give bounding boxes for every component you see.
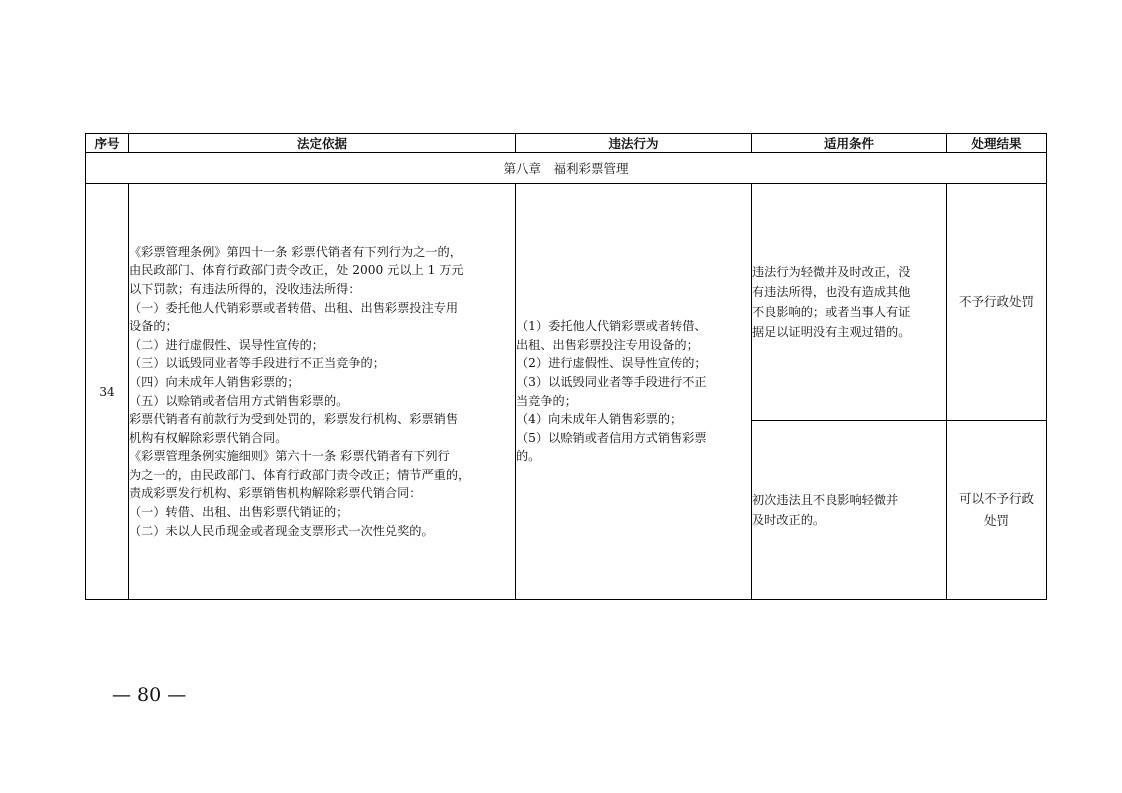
violation-cell <box>516 184 752 600</box>
table-row <box>86 184 1047 421</box>
violation-line: 出租、出售彩票投注专用设备的； <box>516 337 699 352</box>
condition-line: 违法行为轻微并及时改正，没 <box>752 265 911 279</box>
result-cell-2 <box>947 421 1047 600</box>
header-violation: 违法行为 <box>516 134 752 153</box>
chapter-title: 第八章 福利彩票管理 <box>86 153 1047 184</box>
header-condition: 适用条件 <box>752 134 947 153</box>
basis-line: 责成彩票发行机构、彩票销售机构解除彩票代销合同： <box>129 486 422 501</box>
violation-line: （1）委托他人代销彩票或者转借、 <box>516 319 707 334</box>
result-line: 可以不予行政 <box>958 491 1034 506</box>
condition-cell-2 <box>752 421 947 600</box>
basis-line: 《彩票管理条例》第四十一条 彩票代销者有下列行为之一的， <box>129 244 462 259</box>
row-number: 34 <box>86 184 129 600</box>
penalty-table <box>85 133 1047 600</box>
basis-line: 彩票代销者有前款行为受到处罚的，彩票发行机构、彩票销售 <box>129 412 459 427</box>
legal-basis-cell <box>129 184 516 600</box>
basis-line: （二）进行虚假性、误导性宣传的； <box>129 337 324 352</box>
violation-line: 的。 <box>516 449 541 464</box>
chapter-row <box>86 153 1047 184</box>
violation-line: 当竞争的； <box>516 393 577 408</box>
header-result: 处理结果 <box>947 134 1047 153</box>
page-number: — 80 — <box>112 684 187 706</box>
violation-line: （3）以诋毁同业者等手段进行不正 <box>516 374 707 389</box>
violation-line: （4）向未成年人销售彩票的； <box>516 412 683 427</box>
violation-line: （5）以赊销或者信用方式销售彩票 <box>516 430 707 445</box>
basis-line: （二）未以人民币现金或者现金支票形式一次性兑奖的。 <box>129 523 434 538</box>
basis-line: （一）委托他人代销彩票或者转借、出租、出售彩票投注专用 <box>129 300 459 315</box>
condition-line: 有违法所得，也没有造成其他 <box>752 285 911 299</box>
result-cell-1: 不予行政处罚 <box>947 184 1047 421</box>
basis-line: 为之一的，由民政部门、体育行政部门责令改正；情节严重的， <box>129 467 471 482</box>
basis-line: 以下罚款；有违法所得的，没收违法所得： <box>129 281 361 296</box>
header-serial: 序号 <box>86 134 129 153</box>
basis-line: 设备的； <box>129 319 178 334</box>
condition-line: 据足以证明没有主观过错的。 <box>752 325 911 339</box>
basis-line: 《彩票管理条例实施细则》第六十一条 彩票代销者有下列行 <box>129 449 450 464</box>
condition-line: 不良影响的；或者当事人有证 <box>752 305 911 319</box>
basis-line: （一）转借、出租、出售彩票代销证的； <box>129 505 349 520</box>
condition-cell-1 <box>752 184 947 421</box>
basis-line: 机构有权解除彩票代销合同。 <box>129 430 288 445</box>
condition-line: 初次违法且不良影响轻微并 <box>752 493 899 507</box>
result-line: 处罚 <box>983 513 1009 528</box>
basis-line: （三）以诋毁同业者等手段进行不正当竞争的； <box>129 356 385 371</box>
header-row <box>86 134 1047 153</box>
basis-line: （四）向未成年人销售彩票的； <box>129 374 300 389</box>
basis-line: 由民政部门、体育行政部门责令改正，处 2000 元以上 1 万元 <box>129 263 464 278</box>
basis-line: （五）以赊销或者信用方式销售彩票的。 <box>129 393 349 408</box>
condition-line: 及时改正的。 <box>752 513 826 527</box>
violation-line: （2）进行虚假性、误导性宣传的； <box>516 356 707 371</box>
header-legal-basis: 法定依据 <box>129 134 516 153</box>
